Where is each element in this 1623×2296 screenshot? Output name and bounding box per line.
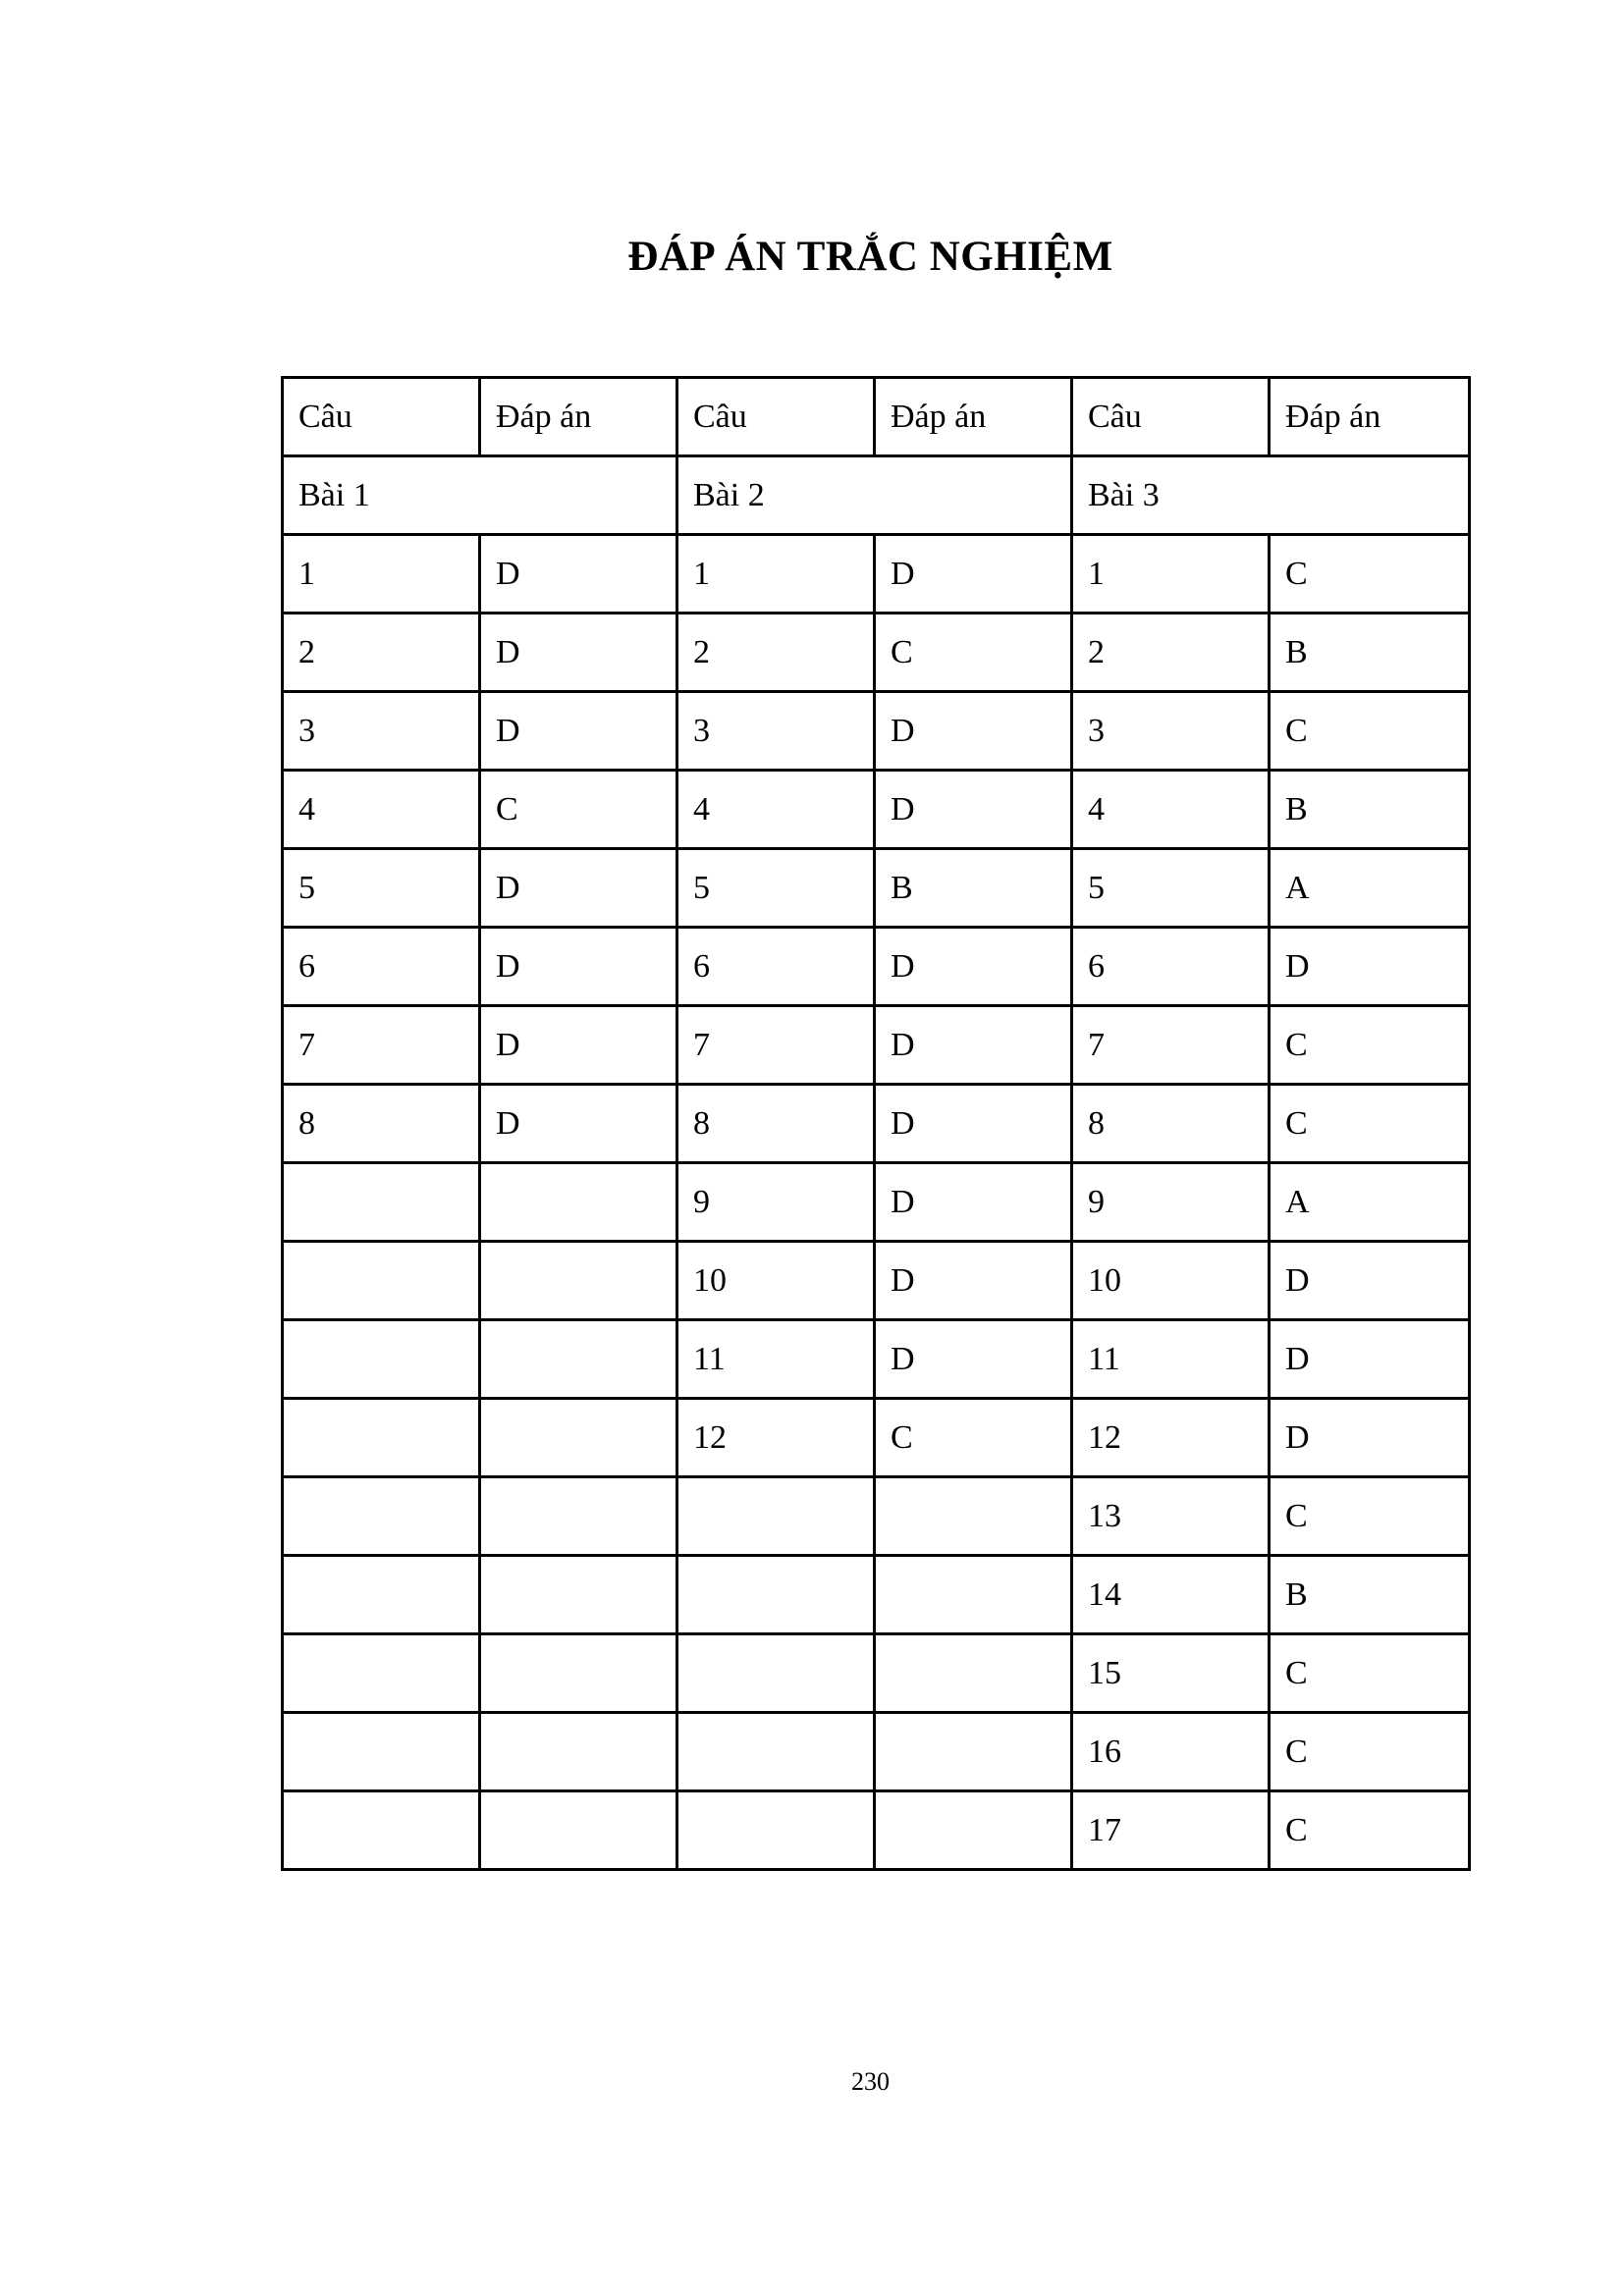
question-number-cell: 6 <box>283 928 480 1006</box>
question-number-cell <box>283 1399 480 1477</box>
question-number-cell: 17 <box>1072 1791 1270 1870</box>
answer-cell <box>480 1399 677 1477</box>
answer-cell: B <box>875 849 1072 928</box>
question-number-cell: 11 <box>677 1320 875 1399</box>
table-row <box>283 1242 1470 1320</box>
question-number-cell <box>677 1713 875 1791</box>
table-row <box>283 1477 1470 1556</box>
question-number-cell: 4 <box>677 771 875 849</box>
answer-cell: C <box>1270 535 1470 614</box>
question-number-cell <box>283 1791 480 1870</box>
table-row <box>283 1791 1470 1870</box>
section-label-bai-1: Bài 1 <box>283 456 677 535</box>
question-number-cell: 8 <box>283 1085 480 1163</box>
question-number-cell: 1 <box>283 535 480 614</box>
question-number-cell: 12 <box>1072 1399 1270 1477</box>
answer-cell: D <box>480 535 677 614</box>
question-number-cell: 8 <box>677 1085 875 1163</box>
question-number-cell <box>677 1477 875 1556</box>
question-number-cell <box>283 1477 480 1556</box>
table-row <box>283 1085 1470 1163</box>
answer-cell: C <box>1270 1006 1470 1085</box>
question-number-cell: 3 <box>283 692 480 771</box>
answer-cell: C <box>1270 692 1470 771</box>
question-number-cell <box>677 1634 875 1713</box>
answer-cell: D <box>480 692 677 771</box>
question-number-cell: 13 <box>1072 1477 1270 1556</box>
table-row <box>283 1713 1470 1791</box>
answer-cell: B <box>1270 771 1470 849</box>
column-header: Câu <box>677 378 875 456</box>
question-number-cell: 7 <box>283 1006 480 1085</box>
question-number-cell: 2 <box>1072 614 1270 692</box>
answer-cell: A <box>1270 1163 1470 1242</box>
answer-cell: D <box>875 928 1072 1006</box>
table-row <box>283 849 1470 928</box>
question-number-cell: 5 <box>1072 849 1270 928</box>
answer-cell: D <box>1270 1242 1470 1320</box>
answer-cell: D <box>875 692 1072 771</box>
question-number-cell <box>283 1713 480 1791</box>
question-number-cell <box>677 1791 875 1870</box>
answer-cell: D <box>875 771 1072 849</box>
question-number-cell <box>283 1634 480 1713</box>
answer-cell: C <box>1270 1477 1470 1556</box>
answer-cell: D <box>875 1242 1072 1320</box>
table-row <box>283 535 1470 614</box>
question-number-cell <box>283 1163 480 1242</box>
question-number-cell <box>677 1556 875 1634</box>
table-row <box>283 1320 1470 1399</box>
question-number-cell: 1 <box>1072 535 1270 614</box>
answer-cell: D <box>1270 1320 1470 1399</box>
answer-cell: D <box>875 1085 1072 1163</box>
answer-cell: D <box>875 535 1072 614</box>
answer-cell <box>875 1791 1072 1870</box>
section-label-bai-3: Bài 3 <box>1072 456 1470 535</box>
answer-cell: C <box>480 771 677 849</box>
answer-cell: D <box>480 1085 677 1163</box>
table-row <box>283 1399 1470 1477</box>
table-row <box>283 771 1470 849</box>
answer-cell: D <box>875 1006 1072 1085</box>
answer-cell <box>875 1477 1072 1556</box>
question-number-cell: 7 <box>1072 1006 1270 1085</box>
answer-cell: C <box>875 614 1072 692</box>
answer-cell: D <box>875 1320 1072 1399</box>
column-header: Đáp án <box>875 378 1072 456</box>
answer-cell: B <box>1270 1556 1470 1634</box>
answer-cell <box>480 1556 677 1634</box>
question-number-cell: 2 <box>677 614 875 692</box>
answer-cell <box>480 1163 677 1242</box>
question-number-cell: 11 <box>1072 1320 1270 1399</box>
answer-cell: D <box>480 849 677 928</box>
question-number-cell: 10 <box>1072 1242 1270 1320</box>
answer-cell: C <box>1270 1085 1470 1163</box>
column-header: Câu <box>1072 378 1270 456</box>
question-number-cell: 3 <box>677 692 875 771</box>
question-number-cell: 5 <box>677 849 875 928</box>
section-label-bai-2: Bài 2 <box>677 456 1072 535</box>
question-number-cell: 7 <box>677 1006 875 1085</box>
answer-cell: D <box>1270 928 1470 1006</box>
question-number-cell <box>283 1556 480 1634</box>
answer-cell: B <box>1270 614 1470 692</box>
answer-cell: D <box>875 1163 1072 1242</box>
answer-cell: D <box>480 1006 677 1085</box>
column-header: Đáp án <box>480 378 677 456</box>
question-number-cell <box>283 1320 480 1399</box>
table-row <box>283 1634 1470 1713</box>
table-row <box>283 1556 1470 1634</box>
answer-cell: C <box>1270 1713 1470 1791</box>
answer-cell: D <box>1270 1399 1470 1477</box>
question-number-cell: 5 <box>283 849 480 928</box>
answer-cell <box>480 1791 677 1870</box>
page-title: ĐÁP ÁN TRẮC NGHIỆM <box>627 234 1113 280</box>
table-row <box>283 1163 1470 1242</box>
question-number-cell: 9 <box>1072 1163 1270 1242</box>
answer-cell <box>480 1477 677 1556</box>
table-row <box>283 928 1470 1006</box>
question-number-cell <box>283 1242 480 1320</box>
page-number: 230 <box>851 2067 890 2096</box>
column-header: Đáp án <box>1270 378 1470 456</box>
answer-cell: C <box>1270 1634 1470 1713</box>
question-number-cell: 3 <box>1072 692 1270 771</box>
question-number-cell: 16 <box>1072 1713 1270 1791</box>
answer-cell: D <box>480 614 677 692</box>
answer-cell: C <box>1270 1791 1470 1870</box>
table-row <box>283 692 1470 771</box>
answer-cell: D <box>480 928 677 1006</box>
answer-cell <box>480 1320 677 1399</box>
question-number-cell: 10 <box>677 1242 875 1320</box>
question-number-cell: 12 <box>677 1399 875 1477</box>
table-row <box>283 614 1470 692</box>
question-number-cell: 8 <box>1072 1085 1270 1163</box>
question-number-cell: 6 <box>1072 928 1270 1006</box>
question-number-cell: 15 <box>1072 1634 1270 1713</box>
answer-cell <box>875 1556 1072 1634</box>
question-number-cell: 6 <box>677 928 875 1006</box>
column-header: Câu <box>283 378 480 456</box>
header-row <box>283 378 1470 456</box>
answer-cell <box>875 1634 1072 1713</box>
question-number-cell: 4 <box>283 771 480 849</box>
question-number-cell: 2 <box>283 614 480 692</box>
answer-cell <box>480 1634 677 1713</box>
question-number-cell: 14 <box>1072 1556 1270 1634</box>
answer-cell <box>480 1242 677 1320</box>
answer-table <box>281 376 1471 1871</box>
question-number-cell: 4 <box>1072 771 1270 849</box>
question-number-cell: 1 <box>677 535 875 614</box>
table-row <box>283 1006 1470 1085</box>
answer-cell <box>875 1713 1072 1791</box>
answer-cell: C <box>875 1399 1072 1477</box>
question-number-cell: 9 <box>677 1163 875 1242</box>
answer-cell <box>480 1713 677 1791</box>
answer-cell: A <box>1270 849 1470 928</box>
section-row <box>283 456 1470 535</box>
